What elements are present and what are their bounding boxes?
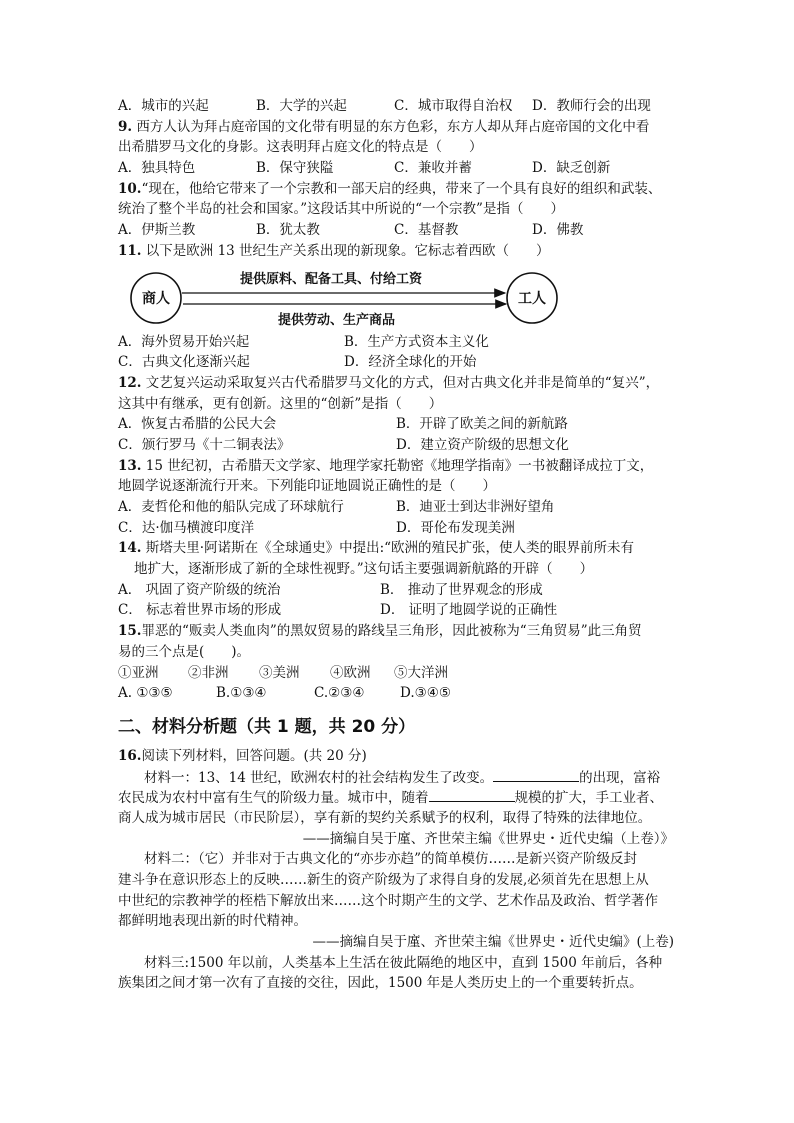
q14-option-a: A． 巩固了资产阶级的统治 bbox=[118, 581, 281, 598]
material1-line1 bbox=[118, 767, 678, 788]
q12-stem-line1 bbox=[118, 373, 678, 394]
q10-stem1: “现在，他给它带来了一个宗教和一部天启的经典，带来了一个具有良好的组织和武装、 bbox=[141, 180, 662, 197]
q12-options-row2 bbox=[118, 435, 678, 456]
q15-option-d: D.③④⑤ bbox=[400, 685, 451, 702]
q10-stem-line2: 统治了整个半岛的社会和国家。”这段话其中所说的“一个宗教”是指（ ） bbox=[118, 201, 564, 218]
q9-stem-line2: 出希腊罗马文化的身影。这表明拜占庭文化的特点是（ ） bbox=[118, 139, 483, 156]
q11-number: 11. bbox=[118, 242, 142, 259]
q9-option-d: D．缺乏创新 bbox=[532, 160, 611, 177]
q12-options-row1 bbox=[118, 414, 678, 435]
q14-option-d: D． 证明了地圆学说的正确性 bbox=[380, 602, 558, 619]
q14-stem-line1 bbox=[118, 538, 678, 559]
q16-stem-line bbox=[118, 746, 678, 767]
q9-option-b: B．保守狭隘 bbox=[256, 160, 334, 177]
material3-line2: 族集团之间才第一次有了直接的交往，因此，1500 年是人类历史上的一个重要转折点。 bbox=[118, 975, 643, 992]
q11-diagram bbox=[118, 262, 678, 332]
q15-stem1: 罪恶的“贩卖人类血肉”的黑奴贸易的路线呈三角形，因此被称为“三角贸易”此三角贸 bbox=[141, 623, 642, 640]
material1-blank2[interactable] bbox=[429, 787, 515, 802]
q8-option-c: C．城市取得自治权 bbox=[394, 98, 513, 114]
q15-number: 15. bbox=[118, 623, 142, 640]
material1-text-a: 材料一：13、14 世纪，欧洲农村的社会结构发生了改变。 bbox=[144, 769, 494, 786]
top-arrow-label: 提供原料、配备工具、付给工资 bbox=[240, 271, 423, 287]
material2-line4: 都鲜明地表现出新的时代精神。 bbox=[118, 913, 307, 930]
q15-options bbox=[118, 683, 678, 704]
q16-number: 16. bbox=[118, 747, 142, 764]
q16-stem: 阅读下列材料，回答问题。(共 20 分) bbox=[141, 747, 367, 764]
q14-number: 14. bbox=[118, 540, 142, 557]
material1-text-c: 农民成为农村中富有生气的阶级力量。城市中，随着 bbox=[118, 790, 429, 807]
q12-option-a: A．恢复古希腊的公民大会 bbox=[118, 416, 277, 433]
q13-option-c: C．达·伽马横渡印度洋 bbox=[118, 519, 255, 536]
q13-stem-line2: 地圆学说逐渐流行开来。下列能印证地圆说正确性的是（ ） bbox=[118, 478, 496, 495]
q12-option-c: C．颁行罗马《十二铜表法》 bbox=[118, 436, 291, 453]
q13-option-d: D．哥伦布发现美洲 bbox=[396, 519, 515, 536]
q8-option-b: B．大学的兴起 bbox=[256, 98, 347, 114]
q15-place-2: ②非洲 bbox=[188, 664, 229, 681]
q15-places bbox=[118, 663, 678, 684]
q9-stem1: 西方人认为拜占庭帝国的文化带有明显的东方色彩，东方人却从拜占庭帝国的文化中看 bbox=[136, 118, 650, 135]
q15-option-b: B.①③④ bbox=[216, 685, 267, 702]
material2-line1: 材料二：（它）并非对于古典文化的“亦步亦趋”的简单模仿……是新兴资产阶级反封 bbox=[144, 851, 638, 868]
q10-option-c: C．基督教 bbox=[394, 222, 459, 239]
q12-stem1: 文艺复兴运动采取复兴古代希腊罗马文化的方式，但对古典文化并非是简单的“复兴”， bbox=[145, 374, 660, 391]
q11-stem: 以下是欧洲 13 世纪生产关系出现的新现象。它标志着西欧（ ） bbox=[145, 242, 550, 259]
material1-blank1[interactable] bbox=[493, 767, 579, 782]
q10-option-d: D．佛教 bbox=[532, 222, 584, 239]
q11-option-a: A．海外贸易开始兴起 bbox=[118, 333, 250, 350]
material2-source: ——摘编自吴于廑、齐世荣主编《世界史・近代史编》(上卷) bbox=[312, 934, 674, 951]
q14-options-row1 bbox=[118, 580, 678, 601]
q12-option-b: B．开辟了欧美之间的新航路 bbox=[396, 416, 568, 433]
q14-option-b: B． 推动了世界观念的形成 bbox=[380, 581, 543, 598]
q9-option-c: C．兼收并蓄 bbox=[394, 160, 472, 177]
q10-options bbox=[118, 220, 678, 241]
material2-line3: 中世纪的宗教神学的桎梏下解放出来……这个时期产生的文学、艺术作品及政治、哲学著作 bbox=[118, 892, 658, 909]
q13-stem1: 15 世纪初，古希腊天文学家、地理学家托勒密《地理学指南》一书被翻译成拉丁文， bbox=[145, 457, 654, 474]
q15-option-a: A. ①③⑤ bbox=[118, 685, 173, 702]
q15-place-4: ④欧洲 bbox=[330, 664, 371, 681]
q15-stem-line1 bbox=[118, 621, 678, 642]
q13-options-row1 bbox=[118, 497, 678, 518]
q14-stem1: 斯塔夫里·阿诺斯在《全球通史》中提出:“欧洲的殖民扩张，使人类的眼界前所未有 bbox=[145, 540, 635, 557]
q11-option-c: C．古典文化逐渐兴起 bbox=[118, 354, 250, 371]
q9-option-a: A．独具特色 bbox=[118, 160, 196, 177]
q8-option-d: D．教师行会的出现 bbox=[532, 98, 651, 114]
worker-label: 工人 bbox=[518, 290, 546, 307]
q13-stem-line1 bbox=[118, 456, 678, 477]
q14-options-row2 bbox=[118, 600, 678, 621]
q10-option-b: B．犹太教 bbox=[256, 222, 320, 239]
q10-number: 10. bbox=[118, 180, 142, 197]
material1-line3: 商人成为城市居民（市民阶层），享有新的契约关系赋予的权利，取得了特殊的法律地位。 bbox=[118, 809, 652, 826]
material1-text-d: 规模的扩大，手工业者、 bbox=[514, 790, 663, 807]
material1-line2 bbox=[118, 787, 678, 808]
q13-options-row2 bbox=[118, 518, 678, 539]
bottom-arrow-label: 提供劳动、生产商品 bbox=[278, 312, 396, 328]
q15-place-5: ⑤大洋洲 bbox=[394, 664, 448, 681]
material3-line1: 材料三:1500 年以前，人类基本上生活在彼此隔绝的地区中，直到 1500 年前后，各种 bbox=[144, 954, 663, 971]
q12-stem-line2: 这其中有继承，更有创新。这里的“创新”是指（ ） bbox=[118, 395, 443, 412]
q10-option-a: A．伊斯兰教 bbox=[118, 222, 196, 239]
q11-stem-line bbox=[118, 241, 678, 262]
q15-place-1: ①亚洲 bbox=[118, 664, 159, 681]
material2-line2: 建斗争在意识形态上的反映……新生的资产阶级为了求得自身的发展,必须首先在思想上从 bbox=[118, 872, 649, 888]
q11-option-b: B．生产方式资本主义化 bbox=[344, 333, 489, 350]
q15-stem-line2: 易的三个点是( )。 bbox=[118, 643, 251, 660]
q14-option-c: C． 标志着世界市场的形成 bbox=[118, 602, 282, 619]
q15-place-3: ③美洲 bbox=[259, 664, 300, 681]
q13-number: 13. bbox=[118, 457, 142, 474]
section2-heading: 二、材料分析题（共 1 题，共 20 分） bbox=[118, 716, 416, 737]
q11-options-row1 bbox=[118, 332, 678, 353]
q14-stem-line2: 地扩大，逐渐形成了新的全球性视野。”这句话主要强调新航路的开辟（ ） bbox=[134, 561, 594, 578]
q13-option-b: B．迪亚士到达非洲好望角 bbox=[396, 499, 555, 515]
material1-source: ——摘编自吴于廑、齐世荣主编《世界史・近代史编（上卷）》 bbox=[302, 830, 674, 847]
q12-number: 12. bbox=[118, 374, 142, 391]
q9-options bbox=[118, 158, 678, 179]
merchant-label: 商人 bbox=[142, 290, 170, 307]
q11-options-row2 bbox=[118, 352, 678, 373]
q10-stem-line1 bbox=[118, 179, 678, 200]
exam-page bbox=[118, 96, 678, 994]
q9-number: 9. bbox=[118, 118, 133, 135]
q9-stem-line1 bbox=[118, 117, 678, 138]
q8-options bbox=[118, 96, 678, 117]
q11-option-d: D．经济全球化的开始 bbox=[344, 354, 477, 371]
q12-option-d: D．建立资产阶级的思想文化 bbox=[396, 436, 569, 453]
material1-text-b: 的出现，富裕 bbox=[579, 769, 661, 786]
q15-option-c: C.②③④ bbox=[314, 685, 365, 702]
q13-option-a: A．麦哲伦和他的船队完成了环球航行 bbox=[118, 499, 344, 515]
q8-option-a: A．城市的兴起 bbox=[118, 98, 209, 114]
